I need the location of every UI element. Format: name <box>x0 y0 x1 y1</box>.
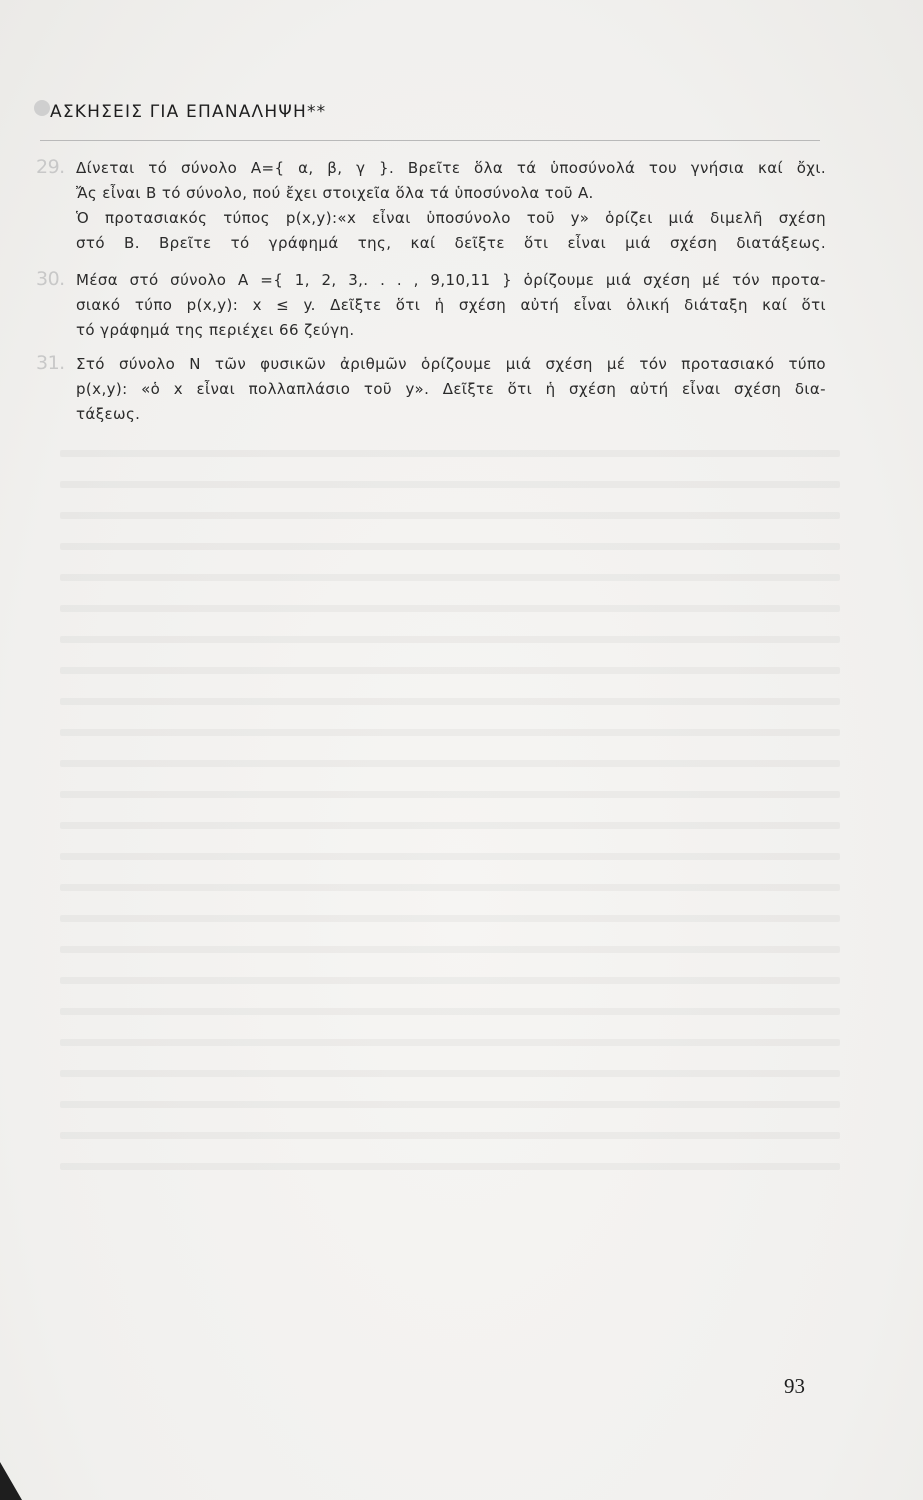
exercise-line: Ἄς εἶναι B τό σύνολο, πού ἔχει στοιχεῖα ὅλα τά ὑποσύνολα τοῦ A. <box>76 184 594 202</box>
section-bullet-icon <box>34 100 50 116</box>
exercise-text <box>76 156 826 256</box>
exercise-text <box>76 268 826 343</box>
exercise-30 <box>36 268 826 343</box>
exercise-31 <box>36 352 826 427</box>
exercise-line: p(x,y): «ὁ x εἶναι πολλαπλάσιο τοῦ y». Δεῖξτε ὅτι ἡ σχέση αὐτή εἶναι σχέση δια- <box>76 380 826 398</box>
section-title: ΑΣΚΗΣΕΙΣ ΓΙΑ ΕΠΑΝΑΛΗΨΗ** <box>50 102 327 122</box>
header-divider <box>40 140 820 141</box>
exercise-line: Στό σύνολο N τῶν φυσικῶν ἀριθμῶν ὁρίζουμε μιά σχέση μέ τόν προτασιακό τύπο <box>76 355 826 373</box>
exercise-line: στό B. Βρεῖτε τό γράφημά της, καί δεῖξτε ὅτι εἶναι μιά σχέση διατάξεως. <box>76 234 826 252</box>
exercise-number: 30. <box>36 268 65 290</box>
page-number: 93 <box>784 1374 805 1398</box>
exercise-line: τό γράφημά της περιέχει 66 ζεύγη. <box>76 321 355 339</box>
exercise-line: Δίνεται τό σύνολο A={ α, β, γ }. Βρεῖτε ὅλα τά ὑποσύνολά του γνήσια καί ὄχι. <box>76 159 826 177</box>
exercise-line: σιακό τύπο p(x,y): x ≤ y. Δεῖξτε ὅτι ἡ σχέση αὐτή εἶναι ὁλική διάταξη καί ὅτι <box>76 296 826 314</box>
exercise-number: 31. <box>36 352 65 374</box>
exercise-line: Μέσα στό σύνολο A ={ 1, 2, 3,. . . , 9,10,11 } ὁρίζουμε μιά σχέση μέ τόν προτα- <box>76 271 826 289</box>
exercise-number: 29. <box>36 156 65 178</box>
exercise-text <box>76 352 826 427</box>
exercise-line: τάξεως. <box>76 405 141 423</box>
bleed-through-texture <box>60 450 840 1270</box>
exercise-29 <box>36 156 826 256</box>
page-corner-mark <box>0 1462 22 1500</box>
exercise-line: Ὁ προτασιακός τύπος p(x,y):«x εἶναι ὑποσύνολο τοῦ y» ὁρίζει μιά διμελῆ σχέση <box>76 209 826 227</box>
